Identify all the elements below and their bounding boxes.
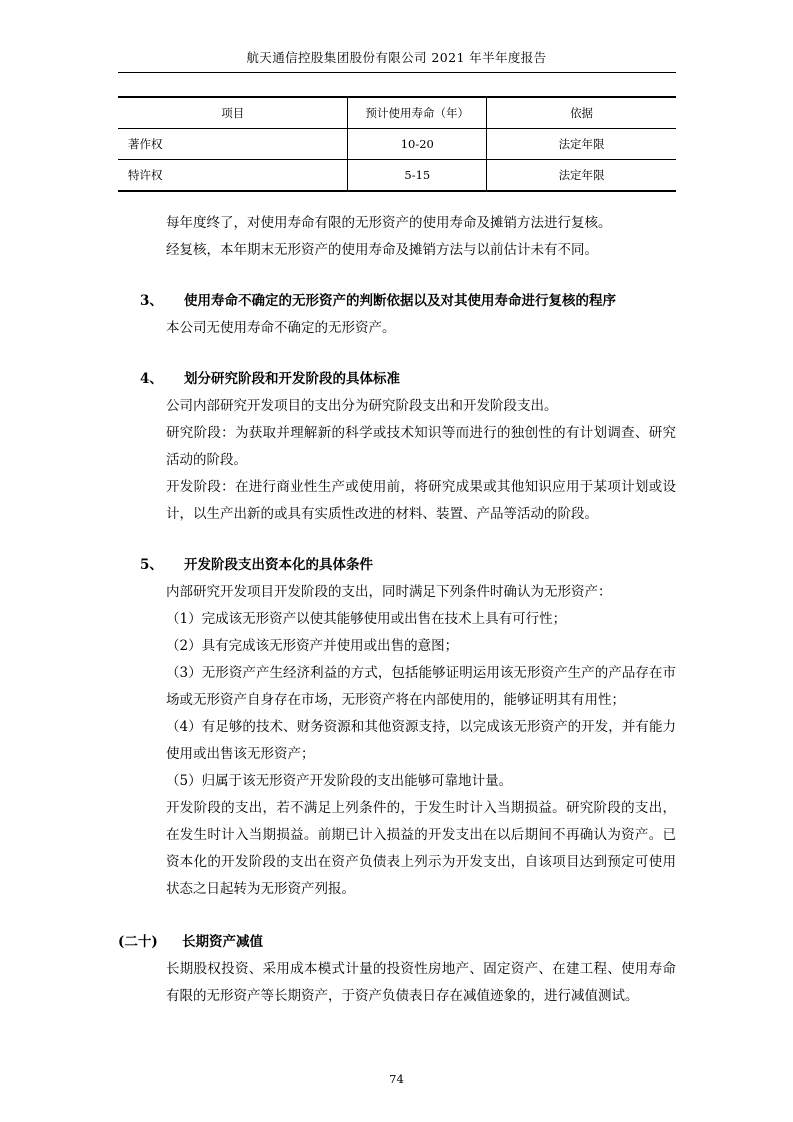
table-header [118,97,676,129]
section-5-paragraph-closing: 开发阶段的支出，若不满足上列条件的，于发生时计入当期损益。研究阶段的支出，在发生时计入当期损益。前期已计入损益的开发支出在以后期间不再确认为资产。已资本化的开发阶段的支出在资产负债表上列示为开发支出，自该项目达到预定可使用状态之日起转为无形资产列报。 [166,800,676,897]
cell-basis: 法定年限 [487,129,676,160]
section-title-4: 划分研究阶段和开发阶段的具体标准 [184,371,400,387]
section-title-3: 使用寿命不确定的无形资产的判断依据以及对其使用寿命进行复核的程序 [184,293,616,309]
table-row [118,129,676,160]
table-row [118,160,676,192]
subsection-body [166,956,676,1010]
section-heading-3 [140,288,676,315]
section-4-paragraph-3: 开发阶段：在进行商业性生产或使用前，将研究成果或其他知识应用于某项计划或设计，以生产出新的或具有实质性改进的材料、装置、产品等活动的阶段。 [166,479,676,522]
section-5-paragraph-1: 内部研究开发项目开发阶段的支出，同时满足下列条件时确认为无形资产： [166,584,612,600]
section-3-paragraph-1: 本公司无使用寿命不确定的无形资产。 [166,320,396,336]
column-header-basis: 依据 [487,97,676,129]
section-heading-5 [140,552,676,579]
cell-life: 5-15 [348,160,487,192]
cell-life: 10-20 [348,129,487,160]
column-header-life: 预计使用寿命（年） [348,97,487,129]
section-5-item-5: （5）归属于该无形资产开发阶段的支出能够可靠地计量。 [166,773,513,789]
section-body-5 [166,579,676,903]
subsection-paragraph-1: 长期股权投资、采用成本模式计量的投资性房地产、固定资产、在建工程、使用寿命有限的无形资产等长期资产，于资产负债表日存在减值迹象的，进行减值测试。 [166,961,676,1004]
section-4-paragraph-2: 研究阶段：为获取并理解新的科学或技术知识等而进行的独创性的有计划调查、研究活动的阶段。 [166,425,676,468]
section-heading-4 [140,366,676,393]
subsection-number: (二十) [118,934,158,950]
section-body-4 [166,393,676,528]
section-number-3: 3、 [140,293,163,309]
cell-item: 特许权 [118,160,348,192]
intangible-assets-table [118,96,676,192]
column-header-item: 项目 [118,97,348,129]
header-divider [118,72,676,73]
table-header-row [118,97,676,129]
page-header: 航天通信控股集团股份有限公司 2021 年半年度报告 [246,50,547,65]
section-5-item-2: （2）具有完成该无形资产并使用或出售的意图； [166,638,459,654]
section-number-4: 4、 [140,371,163,387]
subsection-title: 长期资产减值 [182,934,263,950]
cell-item: 著作权 [118,129,348,160]
section-number-5: 5、 [140,557,163,573]
paragraph-review-1: 每年度终了，对使用寿命有限的无形资产的使用寿命及摊销方法进行复核。 [166,215,612,231]
subsection-heading [118,929,676,956]
section-4-paragraph-1: 公司内部研究开发项目的支出分为研究阶段支出和开发阶段支出。 [166,398,558,414]
section-title-5: 开发阶段支出资本化的具体条件 [184,557,373,573]
paragraph-review-2: 经复核，本年期末无形资产的使用寿命及摊销方法与以前估计未有不同。 [166,242,598,258]
section-body-3 [166,315,676,342]
table-body [118,129,676,192]
section-5-item-3: （3）无形资产产生经济利益的方式，包括能够证明运用该无形资产生产的产品存在市场或无形资产自身存在市场，无形资产将在内部使用的，能够证明其有用性； [166,665,676,708]
page-content [118,90,676,1010]
cell-basis: 法定年限 [487,160,676,192]
section-5-item-1: （1）完成该无形资产以使其能够使用或出售在技术上具有可行性； [166,611,567,627]
section-5-item-4: （4）有足够的技术、财务资源和其他资源支持，以完成该无形资产的开发，并有能力使用或出售该无形资产； [166,719,676,762]
page-number: 74 [389,1072,404,1086]
